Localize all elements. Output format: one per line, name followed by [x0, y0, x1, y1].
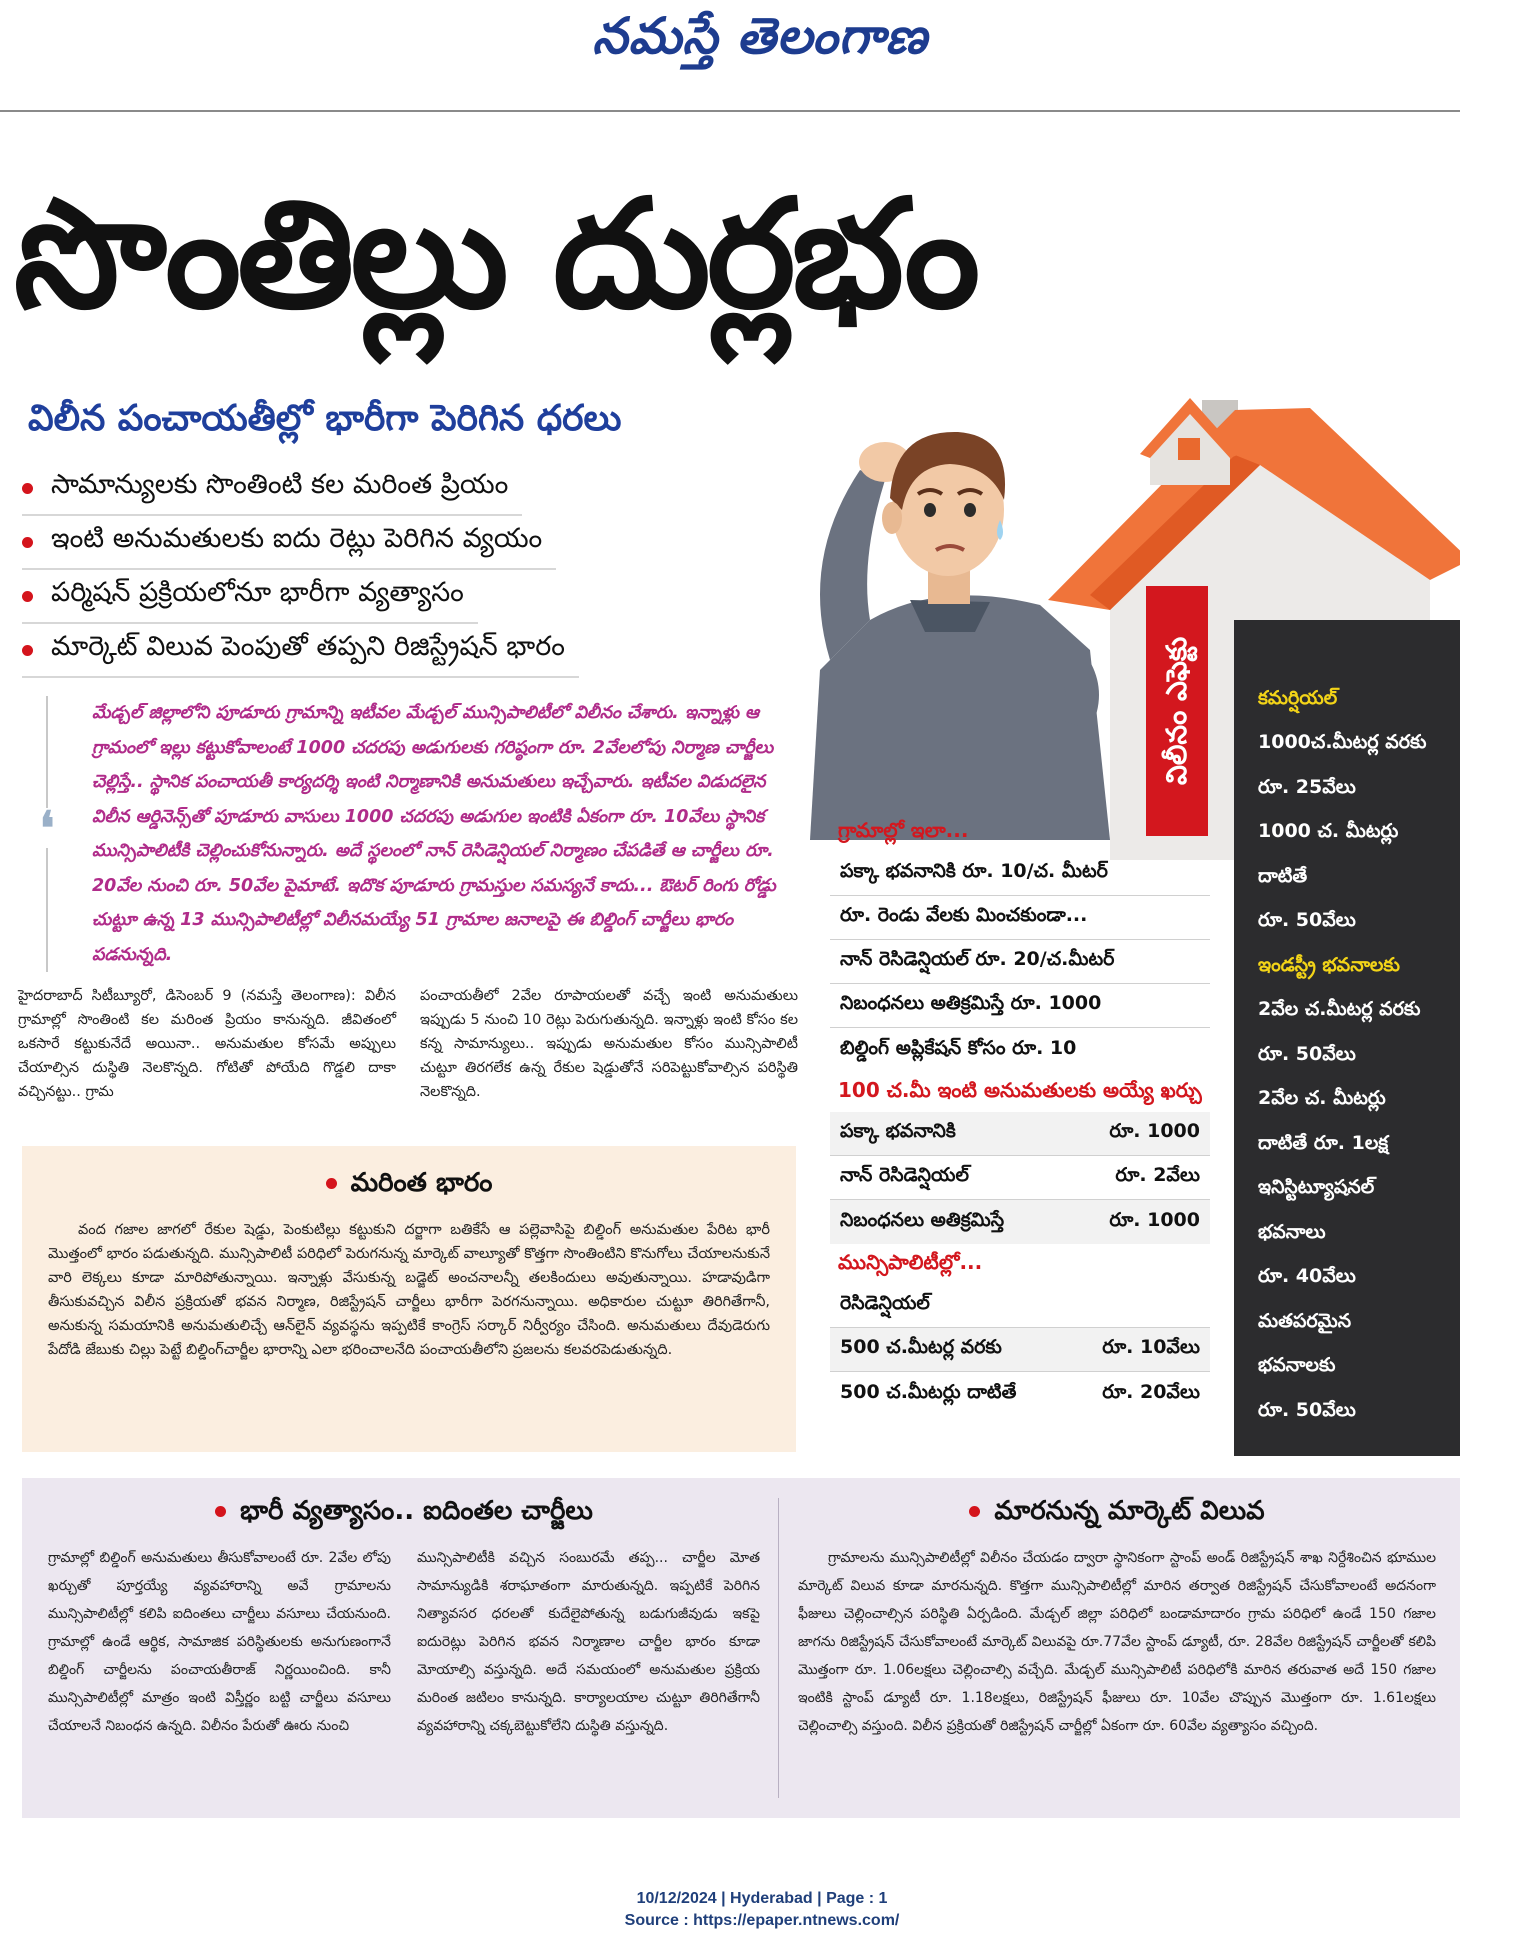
section-text: గ్రామాలను మున్సిపాలిటీల్లో విలీనం చేయడం ద్వారా స్థానికంగా స్టాంప్ అండ్ రిజిస్ట్రేషన్ శాఖ నిర్దేశించిన భూముల మార్కెట్ విలువ కూడా మారనున్నది. కొత్తగా మున్సిపాలిటీల్లో మారిన తర్వాత రిజిస్ట్రేషన్ చేసుకోవాలంటే అదనంగా ఫీజులు చెల్లించాల్సిన పరిస్థితి ఏర్పడింది. మేడ్చల్ జిల్లా పరిధిలో బండామాదారం గ్రామ పరిధిలో ఉండే 150 గజాల జాగను రిజిస్ట్రేషన్ చేసుకోవాలంటే మార్కెట్ విలువపై రూ.77వేల స్టాంప్ డ్యూటీ, రూ. 28వేల రిజిస్ట్రేషన్ చార్జీలతో కలిపి మొత్తంగా రూ. 1.06లక్షలు చెల్లించాల్సి వచ్చేది. మేడ్చల్ మున్సిపాలిటీ పరిధిలోకి మారిన తరువాత అదే 150 గజాల ఇంటికి స్టాంప్ డ్యూటీ రూ. 1.18లక్షలు, రిజిస్ట్రేషన్ ఫీజులు రూ. 10వేల చొప్పున మొత్తంగా రూ. 1.61లక్షలు చెల్లించాల్సి వస్తుంది. విలీన ప్రక్రియతో రిజిస్ట్రేషన్ చార్జీల్లో ఏకంగా రూ. 60వేల వ్యత్యాసం వచ్చింది. [798, 1550, 1436, 1734]
article-body-column: హైదరాబాద్ సిటీబ్యూరో, డిసెంబర్ 9 (నమస్తే తెలంగాణ): విలీన గ్రామాల్లో సొంతింటి కల మరింత ప్రియం కానున్నది. జీవితంలో ఒకసారే కట్టుకునేదే అయినా.. అనుమతుల కోసమే అప్పులు చేయాల్సిన దుస్థితి నెలకొన్నది. గోటితో పోయేది గొడ్డలి దాకా వచ్చినట్టు.. గ్రామ [18, 988, 396, 1100]
sidebar-heading: ఇండస్ట్రీ భవనాలకు [1258, 953, 1400, 976]
pull-quote [39, 696, 796, 972]
municipality-charges-sidebar [1234, 620, 1460, 1456]
marintha-bharam-box [22, 1146, 796, 1452]
sidebar-row: భవనాలు [1258, 1220, 1326, 1243]
table-row: నాన్ రెసిడెన్షియల్ రూ. 20/చ.మీటర్ [830, 940, 1210, 984]
table-row: రూ. రెండు వేలకు మించకుండా... [830, 896, 1210, 940]
sidebar-row: దాటితే [1258, 864, 1308, 887]
bullet-dot-icon [22, 483, 33, 494]
quote-mark-icon: ❛ [32, 808, 62, 848]
sidebar-row: రూ. 50వేలు [1258, 909, 1356, 932]
section-columns [48, 1544, 760, 1740]
sidebar-row: భవనాలకు [1258, 1354, 1336, 1377]
sidebar-row: రూ. 25వేలు [1258, 775, 1356, 798]
bullet-dot-icon [22, 591, 33, 602]
masthead-rule [0, 110, 1460, 112]
villages-heading: గ్రామాల్లో ఇలా... [838, 817, 969, 842]
bullet-dot-icon [215, 1506, 226, 1517]
permits-heading: 100 చ.మీ ఇంటి అనుమతులకు అయ్యే ఖర్చు [838, 1077, 1202, 1102]
bottom-section [22, 1478, 1460, 1818]
municipality-heading: మున్సిపాలిటీల్లో... [838, 1249, 983, 1274]
footer-date-line: 10/12/2024 | Hyderabad | Page : 1 [636, 1890, 888, 1907]
section-title: భారీ వ్యత్యాసం.. ఐదింతల చార్జీలు [48, 1496, 760, 1532]
bullet-dot-icon [22, 645, 33, 656]
newspaper-title: నమస్తే తెలంగాణ [592, 6, 928, 65]
table-row: నిబంధనలు అతిక్రమిస్తే రూ. 1000 [830, 984, 1210, 1028]
footer-source-link[interactable]: Source : https://epaper.ntnews.com/ [624, 1912, 900, 1929]
page-footer [0, 1888, 1524, 1932]
sidebar-row: 2వేల చ.మీటర్ల వరకు [1258, 998, 1421, 1021]
sidebar-row: 2వేల చ. మీటర్లు [1258, 1087, 1386, 1110]
section-column: గ్రామాల్లో బిల్డింగ్ అనుమతులు తీసుకోవాలంటే రూ. 2వేల లోపు ఖర్చుతో పూర్తయ్యే వ్యవహారాన్ని అవే గ్రామాలను మున్సిపాలిటీల్లో కలిపి ఐదింతలు చార్జీలు వసూలు చేయనుంది. గ్రామాల్లో ఉండే ఆర్థిక, సామాజిక పరిస్థితులకు అనుగుణంగానే బిల్డింగ్ చార్జీలను పంచాయతీరాజ్ నిర్ణయించింది. కానీ మున్సిపాలిటీల్లో మాత్రం ఇంటి విస్తీర్ణం బట్టి చార్జీలు వసూలు చేయాలనే నిబంధన ఉన్నది. విలీనం పేరుతో ఊరు నుంచి [48, 1550, 391, 1734]
sidebar-row: రూ. 50వేలు [1258, 1398, 1356, 1421]
article-body [18, 984, 798, 1104]
sidebar-row: మతపరమైన [1258, 1309, 1352, 1332]
table-row: పక్కా భవనానికి రూ. 1000 [830, 1112, 1210, 1156]
sidebar-row: ఇనిస్టిట్యూషనల్ [1258, 1176, 1375, 1199]
bullet-dot-icon [969, 1506, 980, 1517]
masthead [0, 0, 1524, 112]
vilinam-effect-badge: విలీనం ఎఫెక్టు [1146, 586, 1208, 836]
section-column: మున్సిపాలిటీకి వచ్చిన సంబురమే తప్ప... చార్జీల మోత సామాన్యుడికి శరాఘాతంగా మారుతున్నది. ఇప్పటికే పెరిగిన నిత్యావసర ధరలతో కుదేలైపోతున్న బడుగుజీవుడు ఇకపై ఐదురెట్లు పెరిగిన భవన నిర్మాణాల చార్జీల భారం కూడా మోయాల్సి వస్తున్నది. అదే సమయంలో అనుమతుల ప్రక్రియ మరింత జటిలం కానున్నది. కార్యాలయాల చుట్టూ తిరిగితేగానీ వ్యవహారాన్ని చక్కబెట్టుకోలేని దుస్థితి వస్తున్నది. [417, 1550, 760, 1734]
column-divider [778, 1498, 779, 1798]
box-title: మరింత భారం [48, 1168, 770, 1204]
table-row: పక్కా భవనానికి రూ. 10/చ. మీటర్ [830, 852, 1210, 896]
table-row: నిబంధనలు అతిక్రమిస్తే రూ. 1000 [830, 1200, 1210, 1244]
bullet-dot-icon [22, 537, 33, 548]
sidebar-row: రూ. 50వేలు [1258, 1042, 1356, 1065]
headline: సొంతిల్లు దుర్లభం [14, 168, 977, 342]
sidebar-row: 1000 చ. మీటర్లు [1258, 820, 1399, 843]
table-row: బిల్డింగ్ అప్లికేషన్ కోసం రూ. 10 [840, 1036, 1077, 1059]
table-row: 500 చ.మీటర్లు దాటితే రూ. 20వేలు [840, 1380, 1200, 1403]
table-row: రెసిడెన్షియల్ [830, 1284, 1210, 1328]
bullet-item: మార్కెట్ విలువ పెంపుతో తప్పని రిజిస్ట్రేషన్ భారం [22, 624, 579, 678]
bullet-item: పర్మిషన్ ప్రక్రియలోనూ భారీగా వ్యత్యాసం [22, 570, 478, 624]
bullet-item: సామాన్యులకు సొంతింటి కల మరింత ప్రియం [22, 462, 522, 516]
charges-table [830, 812, 1210, 1416]
table-row: 500 చ.మీటర్ల వరకు రూ. 10వేలు [830, 1328, 1210, 1372]
article-body-column: పంచాయతీలో 2వేల రూపాయలతో వచ్చే ఇంటి అనుమతులు ఇప్పుడు 5 నుంచి 10 రెట్లు పెరుగుతున్నది. ఇన్నాళ్లు ఇంటి కోసం కల కన్న సామాన్యులు.. ఇప్పుడు అనుమతుల కోసం మున్సిపాలిటీ చుట్టూ తిరగలేక ఉన్న రేకుల షెడ్డుతోనే సరిపెట్టుకోవాల్సిన పరిస్థితి నెలకొన్నది. [420, 988, 798, 1100]
sidebar-row: రూ. 40వేలు [1258, 1265, 1356, 1288]
vyatyasam-section [48, 1496, 760, 1740]
sidebar-heading: కమర్షియల్ [1258, 686, 1338, 709]
market-value-section [798, 1496, 1436, 1740]
sidebar-row: 1000చ.మీటర్ల వరకు [1258, 731, 1427, 754]
bullet-dot-icon [326, 1178, 337, 1189]
section-title: మారనున్న మార్కెట్ విలువ [798, 1496, 1436, 1532]
sidebar-row: దాటితే రూ. 1లక్ష [1258, 1131, 1389, 1154]
bullet-item: ఇంటి అనుమతులకు ఐదు రెట్లు పెరిగిన వ్యయం [22, 516, 556, 570]
highlight-bullets [22, 462, 702, 678]
pull-quote-text: మేడ్చల్ జిల్లాలోని పూడూరు గ్రామాన్ని ఇటీవల మేడ్చల్ మున్సిపాలిటీలో విలీనం చేశారు. ఇన్నాళ్లు ఆ గ్రామంలో ఇల్లు కట్టుకోవాలంటే 1000 చదరపు అడుగులకు గరిష్ఠంగా రూ. 2వేలలోపు నిర్మాణ చార్జీలు చెల్లిస్తే.. స్థానిక పంచాయతీ కార్యదర్శి ఇంటి నిర్మాణానికి అనుమతులు ఇచ్చేవారు. ఇటీవల విడుదలైన విలీన ఆర్డినెన్స్‌తో పూడూరు వాసులు 1000 చదరపు అడుగుల ఇంటికి ఏకంగా రూ. 10వేలు స్థానిక మున్సిపాలిటీకి చెల్లించుకోనున్నారు. అదే స్థలంలో నాన్ రెసిడెన్షియల్ నిర్మాణం చేపడితే ఆ చార్జీలు రూ. 20వేల నుంచి రూ. 50వేల పైమాటే. ఇదొక పూడూరు గ్రామస్తుల సమస్యనే కాదు... ఔటర్ రింగు రోడ్డు చుట్టూ ఉన్న 13 మున్సిపాలిటీల్లో విలీనమయ్యే 51 గ్రామాల జనాలపై ఈ బిల్డింగ్ చార్జీలు భారం పడనున్నది. [92, 703, 776, 965]
subheadline: విలీన పంచాయతీల్లో భారీగా పెరిగిన ధరలు [28, 398, 622, 439]
box-text: వంద గజాల జాగలో రేకుల షెడ్డు, పెంకుటిల్లు కట్టుకుని దర్జాగా బతికేసే ఆ పల్లెవాసిపై బిల్డింగ్ అనుమతుల పేరిట భారీ మొత్తంలో భారం పడుతున్నది. మున్సిపాలిటీ పరిధిలో పెరుగనున్న మార్కెట్ వాల్యూతో కొత్తగా సొంతింటిని కొనుగోలు చేయాలనుకునే వారి లెక్కలు కూడా మారిపోతున్నాయి. ఇన్నాళ్లు వేసుకున్న బడ్జెట్ అంచనాలన్నీ తలకిందులు అవుతున్నాయి. హడావుడిగా తీసుకువచ్చిన విలీన ప్రక్రియతో భవన నిర్మాణ, రిజిస్ట్రేషన్ చార్జీలు భారీగా పెరగనున్నాయి. అధికారుల చుట్టూ తిరిగితేగానీ, అనుకున్న సమయానికి అనుమతులిచ్చే ఆన్‌లైన్ వ్యవస్థను ఇప్పటికే కాంగ్రెస్ సర్కార్ నిర్వీర్యం చేసింది. అనుమతులు దేవుడెరుగు పేదోడి జేబుకు చిల్లు పెట్టే బిల్డింగ్‌చార్జీల భారాన్ని ఎలా భరించాలనేది పంచాయతీలోని ప్రజలను కలవరపెడుతున్నది. [48, 1222, 770, 1358]
table-row: నాన్ రెసిడెన్షియల్ రూ. 2వేలు [830, 1156, 1210, 1200]
